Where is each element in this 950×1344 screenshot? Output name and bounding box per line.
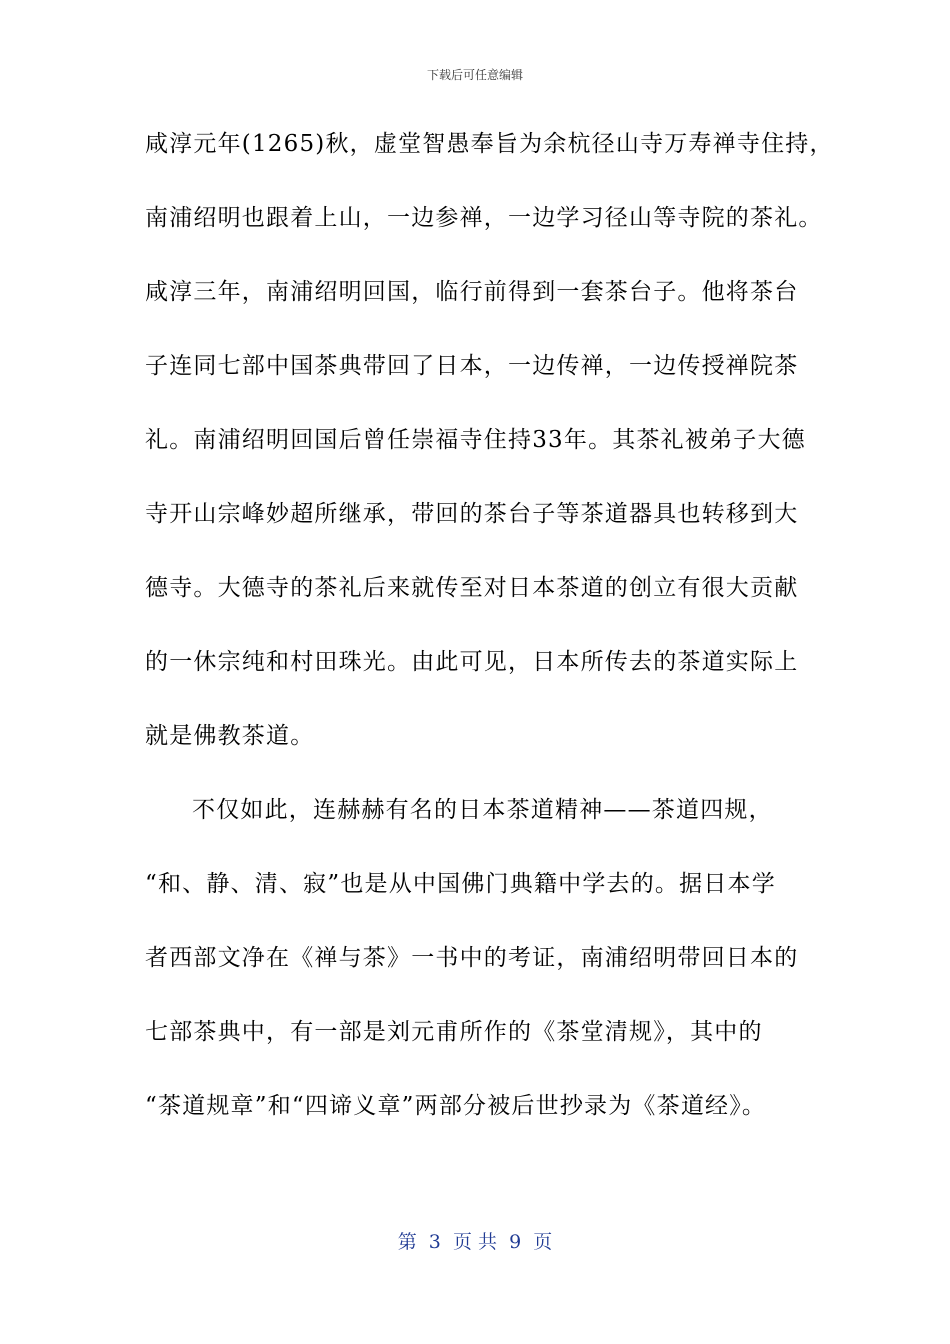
text-line: 咸淳三年，南浦绍明回国，临行前得到一套茶台子。他将茶台 [145,279,799,305]
text-line: 礼。南浦绍明回国后曾任崇福寺住持33年。其茶礼被弟子大德 [145,427,806,453]
text-line: 者西部文净在《禅与茶》一书中的考证，南浦绍明带回日本的 [145,945,799,971]
text-line: 寺开山宗峰妙超所继承，带回的茶台子等茶道器具也转移到大 [145,501,799,527]
page-header-note: 下载后可任意编辑 [426,68,523,82]
text-line: 子连同七部中国茶典带回了日本，一边传禅，一边传授禅院茶 [145,353,799,379]
text-line: 就是佛教茶道。 [145,723,315,749]
document-body [145,124,834,1160]
text-line: “茶道规章”和“四谛义章”两部分被后世抄录为《茶道经》。 [145,1093,767,1119]
text-line-indented: 不仅如此，连赫赫有名的日本茶道精神——茶道四规， [192,797,773,823]
text-line: “和、静、清、寂”也是从中国佛门典籍中学去的。据日本学 [145,871,776,897]
text-line: 南浦绍明也跟着上山，一边参禅，一边学习径山等寺院的茶礼。 [145,205,823,231]
text-line: 德寺。大德寺的茶礼后来就传至对日本茶道的创立有很大贡献 [145,575,799,601]
text-line: 七部茶典中，有一部是刘元甫所作的《茶堂清规》，其中的 [145,1019,763,1045]
text-line: 咸淳元年(1265)秋，虚堂智愚奉旨为余杭径山寺万寿禅寺住持， [145,131,834,157]
text-line: 的一休宗纯和村田珠光。由此可见，日本所传去的茶道实际上 [145,649,799,675]
page-number-footer: 第 3 页 共 9 页 [397,1231,553,1253]
